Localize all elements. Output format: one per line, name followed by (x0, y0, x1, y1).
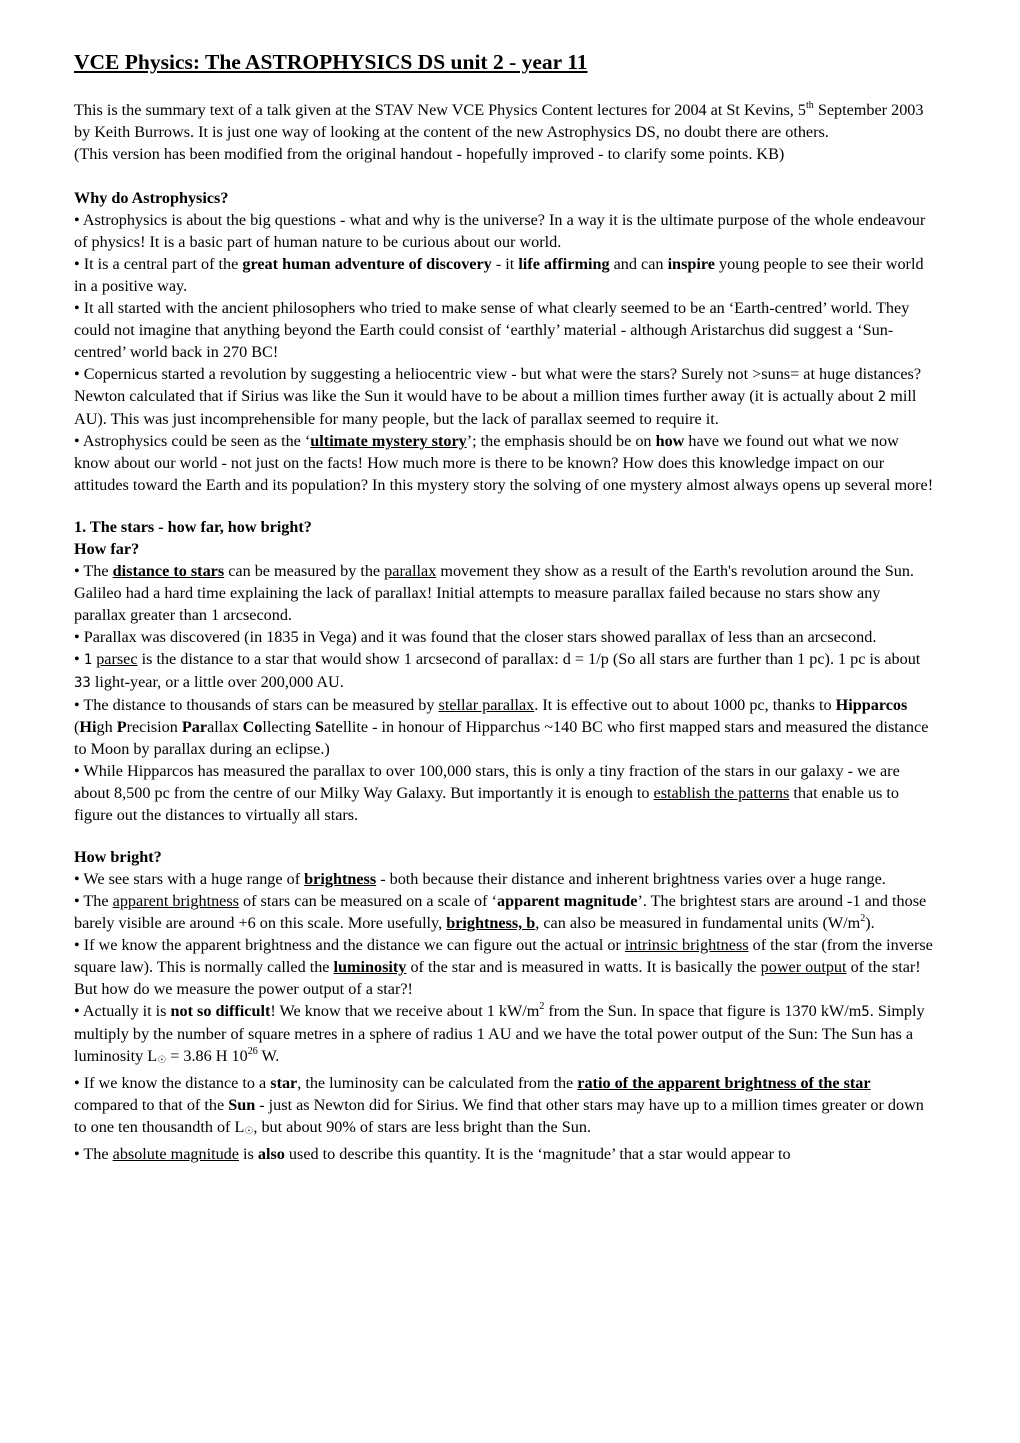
bullet-item: • The distance to thousands of stars can be measured by stellar parallax. It is effective out to about 1000 pc, thanks to Hipparcos (High Precision Parallax Collecting Satellite - in honour of Hipparchus ~140 BC who first mapped stars and measured the distance to Moon by parallax during an eclipse.) (74, 696, 929, 758)
intro-text-cont: September 2003 by Keith Burrows. It is just one way of looking at the content of the new Astrophysics DS, no doubt there are others. (74, 101, 924, 141)
ordinal-suffix: th (806, 99, 814, 111)
bullet-item: • If we know the distance to a star, the luminosity can be calculated from the ratio of the apparent brightness of the star compared to that of the Sun - just as Newton did for Sirius. We find that other stars may have up to a million times greater or down to one ten thousandth of L☉, but about 90% of stars are less bright than the Sun. (74, 1074, 924, 1137)
subheading-how-bright: How bright? (74, 848, 162, 866)
bullet-item: • It all started with the ancient philosophers who tried to make sense of what clearly seemed to be an ‘Earth-centred’ world. They could not imagine that anything beyond the Earth could consist of ‘earthly’ material - although Aristarchus did suggest a ‘Sun-centred’ world back in 270 BC! (74, 299, 910, 361)
intro-paragraph (74, 99, 934, 143)
section-heading-why: Why do Astrophysics? (74, 189, 229, 207)
bullet-item: • Astrophysics could be seen as the ‘ultimate mystery story’; the emphasis should be on how have we found out what we now know about our world - not just on the facts! How much more is there to be known? How does this knowledge impact on our attitudes toward the Earth and its population? In this mystery story the solving of one mystery almost always opens up several more! (74, 432, 934, 494)
bullet-item: • The apparent brightness of stars can be measured on a scale of ‘apparent magnitude’. The brightest stars are around -1 and those barely visible are around +6 on this scale. More usefully, brightness, b, can also be measured in fundamental units $(W/m^2)$. (74, 892, 927, 932)
bullet-item: • While Hipparcos has measured the parallax to over 100,000 stars, this is only a tiny fraction of the stars in our galaxy - we are about 8,500 pc from the centre of our Milky Way Galaxy. But importantly it is enough to establish the patterns that enable us to figure out the distances to virtually all stars. (74, 762, 900, 824)
bullet-item: • If we know the apparent brightness and the distance we can figure out the actual or intrinsic brightness of the star (from the inverse square law). This is normally called the luminosity of the star and is measured in watts. It is basically the power output of the star! But how do we measure the power output of a star?! (74, 936, 933, 998)
document-page (74, 48, 934, 1165)
bullet-item: • We see stars with a huge range of brightness - both because their distance and inherent brightness varies over a huge range. (74, 870, 886, 888)
bullet-item: • The distance to stars can be measured by the parallax movement they show as a result of the Earth's revolution around the Sun. Galileo had a hard time explaining the lack of parallax! Initial attempts to measure parallax failed because no stars show any parallax greater than 1 arcsecond. (74, 562, 914, 624)
section-heading-stars: 1. The stars - how far, how bright? (74, 518, 312, 536)
bullet-item: • Actually it is not so difficult! We know that we receive about 1 $kW/m^2$ from the Sun. In space that figure is 1370 kW/m5. Simply multiply by the number of square metres in a sphere of radius 1 AU and we have the total power output of the Sun: The Sun has a luminosity L☉ = 3.86 H $10^{26}$ W. (74, 1000, 925, 1066)
sun-symbol-icon: ☉ (244, 1126, 254, 1137)
intro-text: This is the summary text of a talk given at the STAV New VCE Physics Content lectures for 2004 at St Kevins, 5 (74, 101, 806, 119)
bullet-item: • Parallax was discovered (in 1835 in Vega) and it was found that the closer stars showed parallax of less than an arcsecond. (74, 628, 877, 646)
sun-symbol-icon: ☉ (157, 1055, 167, 1066)
subheading-how-far: How far? (74, 540, 140, 558)
page-title: VCE Physics: The ASTROPHYSICS DS unit 2 - year 11 (74, 50, 588, 74)
bullet-item: • Copernicus started a revolution by suggesting a heliocentric view - but what were the stars? Surely not >suns= at huge distances? Newton calculated that if Sirius was like the Sun it would have to be about a million times further away (it is actually about 2 mill AU). This was just incomprehensible for many people, but the lack of parallax seemed to require it. (74, 365, 922, 428)
bullet-item: • The absolute magnitude is also used to describe this quantity. It is the ‘magnitude’ that a star would appear to (74, 1145, 791, 1163)
bullet-item: • 1 parsec is the distance to a star that would show 1 arcsecond of parallax: d = 1/p (So all stars are further than 1 pc). 1 pc is about 33 light-year, or a little over 200,000 AU. (74, 650, 921, 691)
bullet-item: • Astrophysics is about the big questions - what and why is the universe? In a way it is the ultimate purpose of the whole endeavour of physics! It is a basic part of human nature to be curious about our world. (74, 211, 926, 251)
spacer (74, 496, 934, 516)
bullet-item: • It is a central part of the great human adventure of discovery - it life affirming and can inspire young people to see their world in a positive way. (74, 255, 924, 295)
spacer (74, 826, 934, 846)
revision-note: (This version has been modified from the original handout - hopefully improved - to clarify some points. KB) (74, 145, 785, 163)
